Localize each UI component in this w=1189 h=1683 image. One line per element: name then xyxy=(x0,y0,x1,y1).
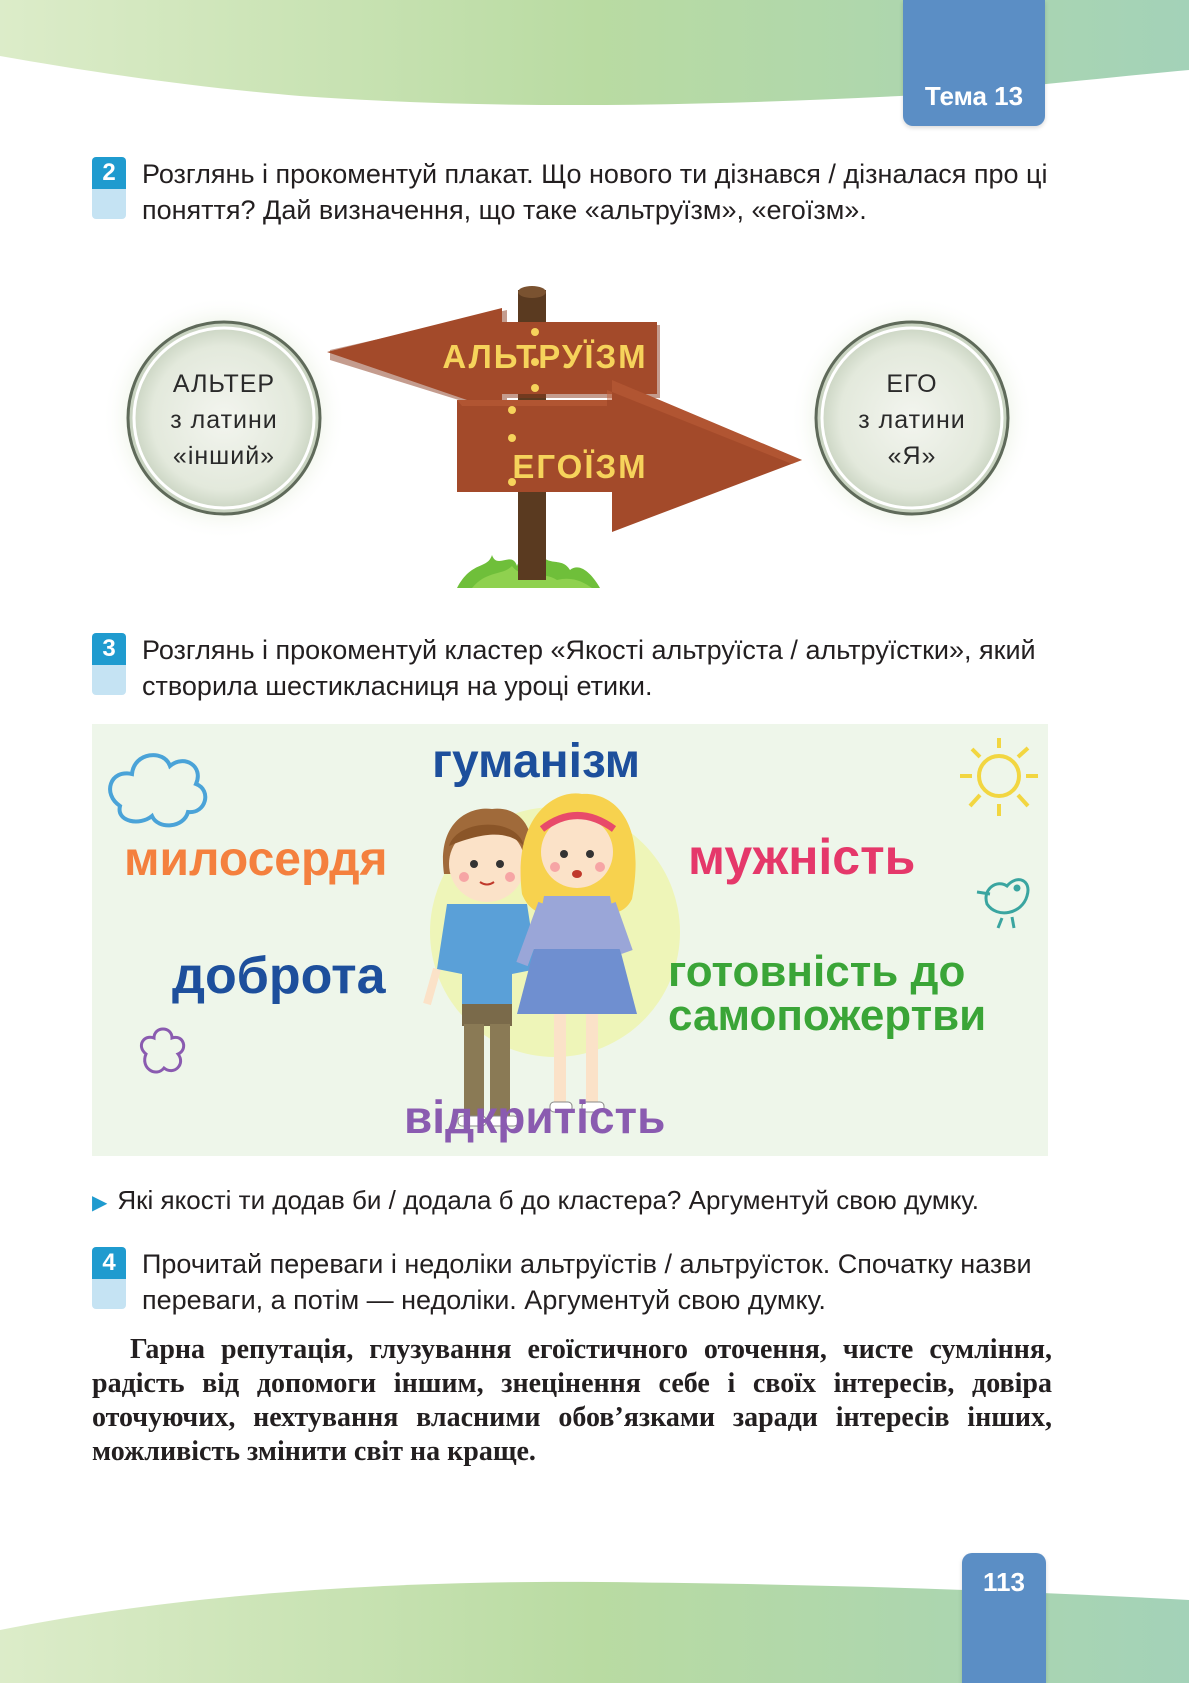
left-circle-line1: АЛЬТЕР xyxy=(172,370,276,398)
topic-tab xyxy=(903,0,1045,126)
task-3-paragraph: Розглянь і прокоментуй кластер «Якості альтруїста / альтруїстки», який створила шестикласниця на уроці етики. xyxy=(142,635,1036,701)
cluster-word-courage: мужність xyxy=(688,829,916,885)
bird-icon xyxy=(977,880,1028,928)
task-badge-base xyxy=(92,1279,126,1309)
task-number-badge xyxy=(92,1247,126,1309)
cluster-word-kindness: доброта xyxy=(172,947,386,1005)
right-circle-line1: ЕГО xyxy=(886,370,938,398)
task-number: 2 xyxy=(92,157,126,189)
cluster-word-self-sacrifice-line2: самопожертви xyxy=(668,991,987,1040)
flower-icon xyxy=(141,1029,183,1072)
sun-icon xyxy=(960,738,1038,816)
right-circle-line2: з латини xyxy=(858,406,966,434)
cluster-word-self-sacrifice-line1: готовність до xyxy=(668,947,966,996)
cluster-word-openness: відкритість xyxy=(404,1091,666,1143)
task-number-badge xyxy=(92,633,126,695)
cluster-word-humanism: гуманізм xyxy=(432,735,641,788)
cluster-word-mercy: милосердя xyxy=(124,833,388,886)
task-4-paragraph: Прочитай переваги і недоліки альтруїстів / альтруїсток. Спочатку назви переваги, а потім — недоліки. Аргументуй свою думку. xyxy=(142,1249,1032,1315)
triangle-bullet-icon: ▶ xyxy=(92,1192,108,1214)
left-circle-line3: «інший» xyxy=(172,442,276,470)
topic-label: Тема 13 xyxy=(924,81,1024,111)
page-number-tab xyxy=(962,1553,1046,1683)
cluster-word-self-sacrifice xyxy=(668,947,987,1040)
task-3-text xyxy=(142,632,1052,704)
girl-illustration xyxy=(517,793,637,1112)
qualities-cluster xyxy=(92,724,1048,1156)
altruism-sign-label: АЛЬТРУЇЗМ xyxy=(442,338,648,375)
task-2-text xyxy=(142,156,1052,228)
task-number: 4 xyxy=(92,1247,126,1279)
task-2-paragraph: Розглянь і прокоментуй плакат. Що нового ти дізнався / дізналася про ці поняття? Дай визначення, що таке «альтруїзм», «егоїзм». xyxy=(142,159,1048,225)
task-number-badge xyxy=(92,157,126,219)
task-4-text xyxy=(142,1246,1052,1318)
page-number: 113 xyxy=(983,1567,1025,1597)
right-circle-text xyxy=(812,366,1012,474)
egoism-sign-label: ЕГОЇЗМ xyxy=(512,448,648,485)
question-text: Які якості ти додав би / додала б до кластера? Аргументуй свою думку. xyxy=(117,1185,979,1215)
task-badge-base xyxy=(92,189,126,219)
task-number: 3 xyxy=(92,633,126,665)
pros-cons-passage: Гарна репутація, глузування егоїстичного оточення, чисте сумління, радість від допомоги іншим, знецінення себе і своїх інтересів, довіра оточуючих, нехтування власними обов’язками заради інтересів інших, можливість змінити світ на краще. xyxy=(92,1334,1052,1467)
follow-up-question xyxy=(92,1183,1052,1220)
left-circle-line2: з латини xyxy=(170,406,278,434)
right-circle-line3: «Я» xyxy=(887,442,937,470)
task-badge-base xyxy=(92,665,126,695)
left-circle-text xyxy=(124,366,324,474)
cloud-icon xyxy=(110,755,205,825)
